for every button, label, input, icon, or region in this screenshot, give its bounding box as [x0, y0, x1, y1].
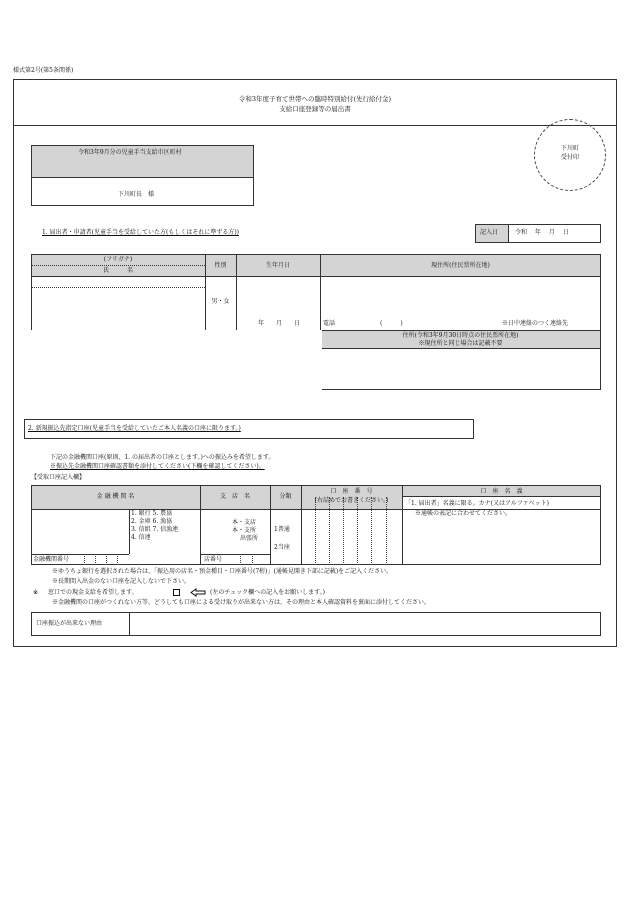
title-divider	[13, 125, 617, 126]
acct-type-header: 分類	[279, 493, 292, 500]
form-subtitle: 支給口座登録等の届出書	[279, 105, 351, 113]
addr-sep30-label: 住所(令和3年9月30日時点の住民票所在地)	[402, 332, 519, 339]
reason-field[interactable]	[130, 613, 600, 635]
cash-instruction: (左のチェック欄への記入をお願いします。)	[210, 589, 326, 596]
branch-code-line	[200, 554, 270, 555]
address-label: 現住所(住民票所在地)	[431, 262, 490, 269]
holder-note2: ※通帳の表記に合わせてください。	[415, 510, 512, 517]
holder-header: 口 座 名 義	[480, 488, 523, 495]
bank-type-3[interactable]: 3. 信組 7. 信漁連	[131, 526, 179, 533]
bank-type-4[interactable]: 4. 信連	[131, 534, 151, 541]
holder-header-line	[402, 496, 601, 497]
sex-label: 性別	[214, 262, 227, 269]
name-label: 氏 名	[102, 267, 133, 274]
cash-mark: ※	[33, 589, 39, 596]
holder-field[interactable]	[403, 520, 600, 564]
acct-number-note: (右詰めでお書きください。)	[314, 497, 389, 504]
form-title: 令和3年度子育て世帯への臨時特別給付(先行給付金)	[238, 95, 392, 103]
branch-type-1[interactable]: 本・支店	[232, 519, 257, 526]
addr-sep30-note: ※現住所と同じ場合は記載不要	[418, 340, 503, 347]
daytime-contact-note: ※日中連絡のつく連絡先	[502, 320, 569, 327]
mayor-label: 下川町長 様	[118, 191, 155, 198]
stamp-label: 受付印	[560, 154, 579, 161]
dormant-acct-note: ※長期間入出金のない口座を記入しないで下さい。	[52, 578, 191, 585]
acct-type-1[interactable]: 1普通	[274, 526, 290, 533]
acct-type-2[interactable]: 2当座	[274, 544, 290, 551]
acct-digit-sep1	[315, 497, 316, 565]
furigana-label: (フリガナ)	[103, 256, 133, 263]
branch-name-header: 支 店 名	[219, 493, 250, 500]
applicant-blank-area	[31, 330, 322, 390]
sex-value[interactable]: 男・女	[211, 298, 230, 305]
bank-code-label: 金融機関番号	[33, 556, 70, 563]
branch-code-sep1	[240, 554, 241, 565]
acct-digit-sep6	[386, 497, 387, 565]
branch-code-label: 店番号	[204, 556, 223, 563]
birth-label: 生年月日	[265, 262, 290, 269]
addr-sep30-field[interactable]	[321, 349, 600, 389]
bank-type-1[interactable]: 1. 銀行 5. 農協	[131, 510, 173, 517]
address-field[interactable]	[321, 277, 600, 317]
bank-code-line	[31, 554, 129, 555]
furigana-divider	[32, 265, 205, 266]
branch-type-2[interactable]: 本・支所	[232, 527, 257, 534]
transfer-desc: 下記の金融機関口座(原則、1. の届出者の口座とします。)への振込みを希望します。	[50, 454, 275, 461]
acct-digit-sep5	[371, 497, 372, 565]
cash-checkbox[interactable]	[173, 589, 180, 596]
bank-type-2[interactable]: 2. 金庫 6. 漁協	[131, 518, 173, 525]
stamp-town: 下川町	[560, 145, 579, 152]
phone-field[interactable]: ( )	[380, 320, 403, 327]
form-number: 様式第2号(第5条関係)	[13, 67, 74, 74]
acct-digit-sep2	[329, 497, 330, 565]
entry-date-field[interactable]: 令和 年 月 日	[515, 229, 569, 236]
section1-heading: 1. 届出者・申請者(児童手当を受給していた方(もしくはそれに準ずる方))	[42, 229, 239, 236]
phone-label: 電話	[323, 320, 336, 327]
name-field[interactable]	[32, 288, 204, 329]
acct-digit-sep4	[357, 497, 358, 565]
reason-label: 口座振込が出来ない理由	[36, 620, 103, 627]
bank-code-sep4	[117, 554, 118, 565]
bank-name-header: 金 融 機 関 名	[96, 493, 135, 500]
bank-code-sep3	[106, 554, 107, 565]
bank-type-col-line	[129, 509, 130, 554]
branch-type-3[interactable]: 出張所	[240, 535, 259, 542]
section2-heading: 2. 新規振込先指定口座(児童手当を受給していたご本人名義の口座に限ります。)	[28, 425, 241, 432]
no-account-note: ※金融機関の口座がつくれない方等、どうしても口座による受け取りが出来ない方は、その理由と本人確認資料を裏面に添付してください。	[52, 599, 431, 606]
municipality-label: 令和3年9月分の児童手当支給市区町村	[78, 149, 182, 156]
left-arrow-icon	[190, 588, 206, 597]
cash-option-text: 窓口での現金支給を希望します。	[48, 589, 138, 596]
addressee-divider	[31, 177, 254, 178]
branch-code-sep2	[252, 554, 253, 565]
yucho-note: ※ゆうちょ銀行を選択された場合は、「振込用の店名・預金種目・口座番号(7桁)」(通帳見開き下部に記載)をご記入ください。	[52, 568, 393, 575]
entry-date-label: 記入日	[480, 229, 499, 236]
confirm-doc-note: ※振込先金融機関口座確認書類を添付してください(下欄を確認してください)。	[50, 463, 265, 470]
entry-date-sep	[508, 224, 509, 243]
bank-code-sep1	[84, 554, 85, 565]
acct-number-header: 口 座 番 号	[330, 488, 373, 495]
bank-code-sep2	[95, 554, 96, 565]
acct-digit-sep3	[343, 497, 344, 565]
holder-note1: 「1. 届出者」名義に限る。カナ(又はアルファベット)	[405, 500, 549, 507]
bank-name-field[interactable]	[32, 510, 128, 553]
birth-field[interactable]: 年 月 日	[258, 320, 301, 327]
bank-table-label: 【受取口座記入欄】	[31, 474, 86, 481]
